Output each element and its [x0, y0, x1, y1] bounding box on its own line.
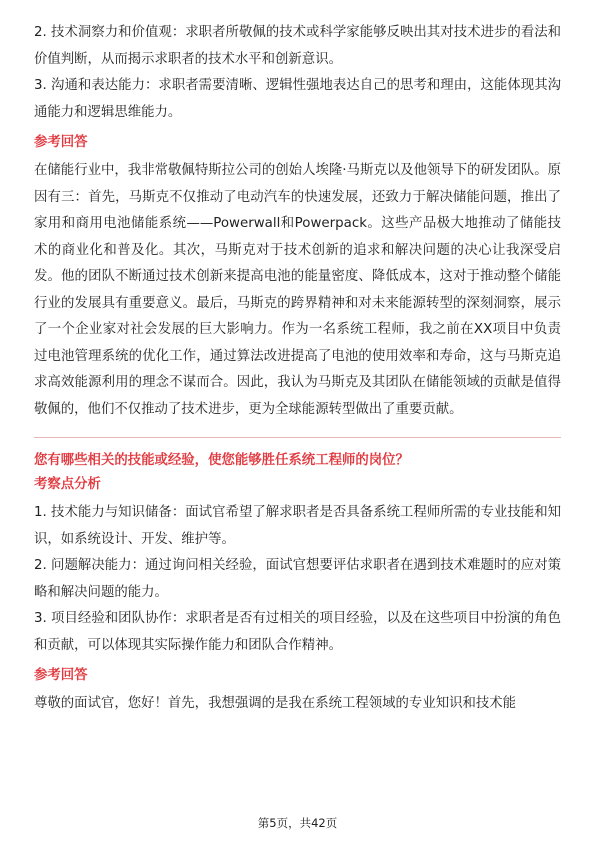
- intro-point-2: 2. 技术洞察力和价值观：求职者所敬佩的技术或科学家能够反映出其对技术进步的看法和价值判断，从而揭示求职者的技术水平和创新意识。: [34, 25, 561, 67]
- analysis-point-3: 3. 项目经验和团队协作：求职者是否有过相关的项目经验，以及在这些项目中扮演的角色和贡献，可以体现其实际操作能力和团队合作精神。: [34, 611, 561, 653]
- intro-point-3: 3. 沟通和表达能力：求职者需要清晰、逻辑性强地表达自己的思考和理由，这能体现其沟通能力和逻辑思维能力。: [34, 78, 561, 120]
- reference-answer-heading: 参考回答: [34, 135, 88, 150]
- section-divider: [34, 437, 561, 438]
- reference-answer-text: 在储能行业中，我非常敬佩特斯拉公司的创始人埃隆·马斯克以及他领导下的研发团队。原因有三：首先，马斯克不仅推动了电动汽车的快速发展，还致力于解决储能问题，推出了家用和商用电池储能系统——Powerwall和Powerpack。这些产品极大地推动了储能技术的商业化和普及化。其次，马斯克对于技术创新的追求和解决问题的决心让我深受启发。他的团队不断通过技术创新来提高电池的能量密度、降低成本，这对于推动整个储能行业的发展具有重要意义。最后，马斯克的跨界精神和对未来能源转型的深刻洞察，展示了一个企业家对社会发展的巨大影响力。作为一名系统工程师，我之前在XX项目中负责过电池管理系统的优化工作，通过算法改进提高了电池的使用效率和寿命，这与马斯克追求高效能源利用的理念不谋而合。因此，我认为马斯克及其团队在储能领域的贡献是值得敬佩的，他们不仅推动了技术进步，更为全球能源转型做出了重要贡献。: [34, 163, 561, 417]
- interview-question: 您有哪些相关的技能或经验，使您能够胜任系统工程师的岗位？: [34, 453, 409, 468]
- document-page: [34, 20, 561, 718]
- page-number: 第5页，共42页: [257, 816, 338, 830]
- reference-answer-heading-2: 参考回答: [34, 668, 88, 683]
- analysis-heading: 考察点分析: [34, 477, 101, 492]
- analysis-point-2: 2. 问题解决能力：通过询问相关经验，面试官想要评估求职者在遇到技术难题时的应对策略和解决问题的能力。: [34, 558, 561, 600]
- reference-answer-text-2: 尊敬的面试官，您好！首先，我想强调的是我在系统工程领域的专业知识和技术能: [34, 696, 517, 711]
- analysis-point-1: 1. 技术能力与知识储备：面试官希望了解求职者是否具备系统工程师所需的专业技能和知识，如系统设计、开发、维护等。: [34, 505, 561, 547]
